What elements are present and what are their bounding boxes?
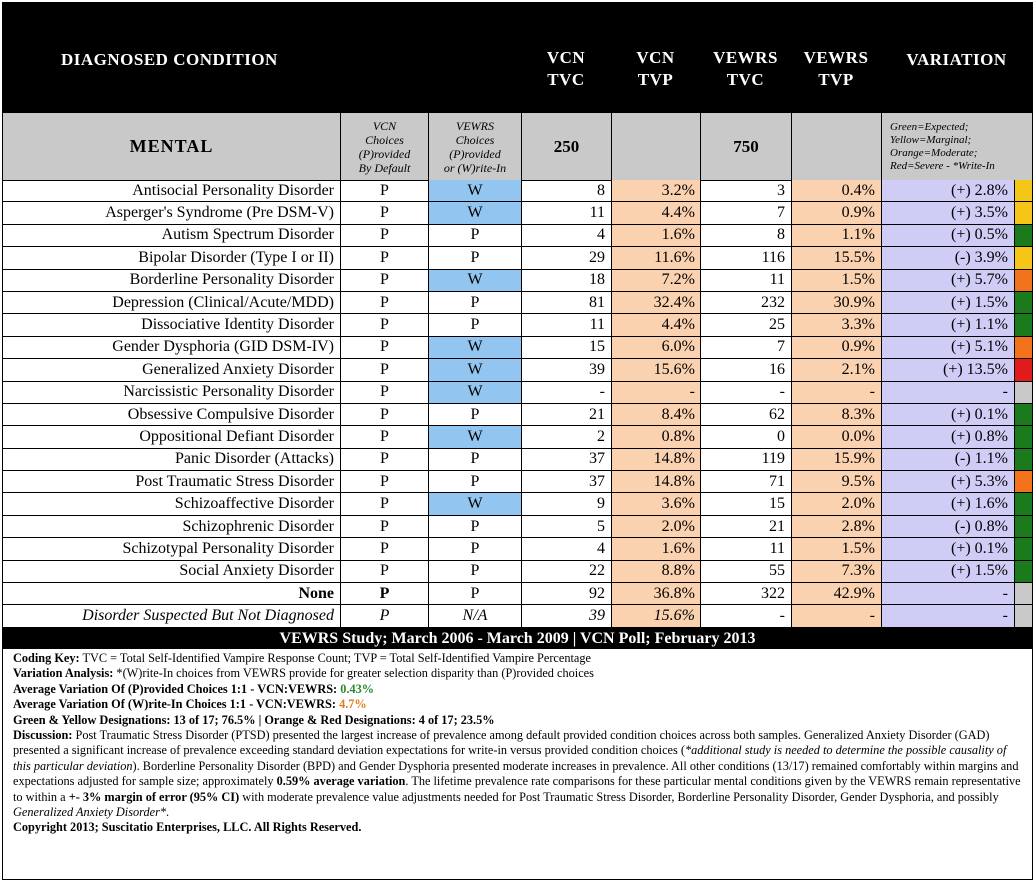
vcn-tvc: 9 (521, 493, 611, 514)
discussion: Discussion: Post Traumatic Stress Disorder (PTSD) presented the largest increase of prevalence among default provided condition choices across both samples. Generalized Anxiety Disorder (GAD) presented a significant increase of prevalence exceeding standard deviation expectations for write-in versus provided condition choices (*additional study is needed to determine the possible causality of this particular deviation). Borderline Personality Disorder (BPD) and Gender Dysphoria presented moderate increases in prevalence. All other conditions (13/17) remained comfortably within margins and expectations adjusted for sample size; approximately 0.59% average variation. The lifetime prevalence rate comparisons for these particular mental conditions given by the VEWRS remain representative to within a +- 3% margin of error (95% CI) with moderate prevalence value adjustments needed for Post Traumatic Stress Disorder, Borderline Personality Disorder, Gender Dysphoria, and possibly Generalized Anxiety Disorder*. (13, 728, 1021, 820)
vewrs-tvc: 0 (700, 426, 791, 447)
vcn-tvc: 39 (521, 359, 611, 380)
condition-name: Gender Dysphoria (GID DSM-IV) (112, 338, 334, 356)
vcn-choice: P (340, 561, 428, 582)
vcn-tvc: 11 (521, 314, 611, 335)
vcn-tvp: 7.2% (611, 270, 700, 291)
vewrs-choice: W (428, 426, 521, 447)
condition-name: Panic Disorder (Attacks) (174, 450, 334, 468)
variation-value: (+) 0.1% (881, 538, 1014, 559)
status-swatch (1014, 314, 1032, 335)
vewrs-choice: P (428, 449, 521, 470)
vcn-choice: P (340, 449, 428, 470)
notes-section (13, 651, 1025, 836)
vcn-tvp: 3.6% (611, 493, 700, 514)
vewrs-choice: W (428, 270, 521, 291)
vcn-tvc: 21 (521, 404, 611, 425)
header-vewrs-tvc: VEWRS TVC (713, 48, 778, 89)
vcn-tvc: 5 (521, 516, 611, 537)
vcn-tvp: 1.6% (611, 225, 700, 246)
vcn-tvp: 15.6% (611, 359, 700, 380)
designations: Green & Yellow Designations: 13 of 17; 76.5% | Orange & Red Designations: 4 of 17; 23.5% (13, 712, 495, 727)
condition-name: Schizoaffective Disorder (174, 495, 334, 513)
condition-name: Oppositional Defiant Disorder (139, 427, 334, 445)
vcn-tvc: 22 (521, 561, 611, 582)
vewrs-tvp: 0.9% (791, 202, 881, 223)
status-swatch (1014, 270, 1032, 291)
vewrs-tvc: 11 (700, 270, 791, 291)
status-swatch (1014, 426, 1032, 447)
vewrs-tvp: 8.3% (791, 404, 881, 425)
condition-name: None (298, 584, 334, 602)
status-swatch (1014, 561, 1032, 582)
vewrs-sample-size: 750 (700, 113, 791, 180)
vewrs-choice: W (428, 493, 521, 514)
variation-value: (+) 5.7% (881, 270, 1014, 291)
header-vcn-tvc: VCN TVC (546, 48, 586, 89)
vcn-sample-size: 250 (521, 113, 611, 180)
table-row (3, 292, 1032, 314)
vcn-choice: P (340, 270, 428, 291)
table-row (3, 180, 1032, 202)
vewrs-tvp: 30.9% (791, 292, 881, 313)
vcn-choice: P (340, 359, 428, 380)
table-row (3, 516, 1032, 538)
vcn-tvp: 1.6% (611, 538, 700, 559)
variation-value: (-) 1.1% (881, 449, 1014, 470)
vcn-tvc: 29 (521, 247, 611, 268)
table-header (3, 3, 1032, 113)
vcn-tvc: 4 (521, 225, 611, 246)
vcn-tvc: 4 (521, 538, 611, 559)
vewrs-tvc: 116 (700, 247, 791, 268)
condition-name: Obsessive Compulsive Disorder (127, 405, 334, 423)
vewrs-tvc: 25 (700, 314, 791, 335)
vewrs-tvc: 7 (700, 202, 791, 223)
vewrs-tvc: 322 (700, 583, 791, 604)
vewrs-choice: P (428, 561, 521, 582)
status-swatch (1014, 337, 1032, 358)
vewrs-tvc: 16 (700, 359, 791, 380)
empty-cell (791, 113, 881, 180)
variation-value: (+) 1.5% (881, 561, 1014, 582)
vcn-tvp: 8.4% (611, 404, 700, 425)
vcn-tvp: 3.2% (611, 180, 700, 201)
vewrs-tvp: 1.5% (791, 538, 881, 559)
vcn-tvc: 92 (521, 583, 611, 604)
vewrs-choice: W (428, 359, 521, 380)
variation-value: (+) 3.5% (881, 202, 1014, 223)
vewrs-tvc: 119 (700, 449, 791, 470)
avg-writein: Average Variation Of (W)rite-In Choices 1:1 - VCN:VEWRS: 4.7% (13, 697, 367, 712)
vewrs-choice: P (428, 538, 521, 559)
vcn-tvp: 0.8% (611, 426, 700, 447)
vewrs-tvp: - (791, 382, 881, 403)
vewrs-tvc: 8 (700, 225, 791, 246)
condition-name: Autism Spectrum Disorder (161, 226, 334, 244)
vcn-tvp: - (611, 382, 700, 403)
vcn-choice: P (340, 337, 428, 358)
vcn-choice: P (340, 180, 428, 201)
variation-value: (-) 0.8% (881, 516, 1014, 537)
vewrs-tvc: 15 (700, 493, 791, 514)
vcn-tvc: 18 (521, 270, 611, 291)
vewrs-tvp: 7.3% (791, 561, 881, 582)
condition-name: Asperger's Syndrome (Pre DSM-V) (105, 204, 334, 222)
condition-name: Depression (Clinical/Acute/MDD) (112, 293, 334, 311)
vewrs-tvc: 232 (700, 292, 791, 313)
variation-value: (+) 1.5% (881, 292, 1014, 313)
table-row (3, 493, 1032, 515)
condition-table (3, 180, 1032, 628)
vewrs-choice: W (428, 180, 521, 201)
prevalence-report (2, 2, 1033, 880)
condition-name: Schizophrenic Disorder (182, 517, 334, 535)
vewrs-choice: P (428, 292, 521, 313)
vewrs-choice: W (428, 382, 521, 403)
vcn-tvp: 8.8% (611, 561, 700, 582)
vewrs-choice: N/A (428, 605, 521, 626)
table-row (3, 561, 1032, 583)
variation-value: (-) 3.9% (881, 247, 1014, 268)
table-row (3, 337, 1032, 359)
vewrs-choice: P (428, 471, 521, 492)
vcn-tvc: 37 (521, 471, 611, 492)
vewrs-tvc: - (700, 605, 791, 626)
status-swatch (1014, 471, 1032, 492)
vcn-choice: P (340, 583, 428, 604)
vewrs-tvp: 42.9% (791, 583, 881, 604)
variation-value: (+) 5.1% (881, 337, 1014, 358)
variation-value: (+) 5.3% (881, 471, 1014, 492)
status-swatch (1014, 538, 1032, 559)
status-swatch (1014, 292, 1032, 313)
condition-name: Bipolar Disorder (Type I or II) (138, 248, 334, 266)
table-row (3, 449, 1032, 471)
variation-value: (+) 1.1% (881, 314, 1014, 335)
table-row (3, 359, 1032, 381)
condition-name: Disorder Suspected But Not Diagnosed (82, 607, 334, 625)
vewrs-tvp: - (791, 605, 881, 626)
vcn-choice: P (340, 538, 428, 559)
vcn-choice: P (340, 382, 428, 403)
vcn-tvc: 39 (521, 605, 611, 626)
vcn-choice: P (340, 516, 428, 537)
status-swatch (1014, 449, 1032, 470)
table-row (3, 270, 1032, 292)
condition-name: Antisocial Personality Disorder (132, 181, 334, 199)
variation-value: - (881, 382, 1014, 403)
header-vcn-tvp: VCN TVP (636, 48, 675, 89)
table-row (3, 605, 1032, 627)
table-row (3, 538, 1032, 560)
vcn-tvp: 36.8% (611, 583, 700, 604)
vewrs-choice: P (428, 247, 521, 268)
status-swatch (1014, 180, 1032, 201)
vewrs-tvp: 15.5% (791, 247, 881, 268)
vcn-tvp: 14.8% (611, 471, 700, 492)
table-row (3, 583, 1032, 605)
variation-value: (+) 2.8% (881, 180, 1014, 201)
vewrs-tvc: - (700, 382, 791, 403)
vewrs-tvp: 0.0% (791, 426, 881, 447)
status-swatch (1014, 359, 1032, 380)
vewrs-choice: P (428, 225, 521, 246)
vcn-tvp: 11.6% (611, 247, 700, 268)
variation-analysis: Variation Analysis: *(W)rite-In choices from VEWRS provide for greater selection disparity than (P)rovided choices (13, 666, 594, 681)
condition-name: Schizotypal Personality Disorder (122, 539, 334, 557)
vewrs-tvp: 2.8% (791, 516, 881, 537)
vewrs-tvc: 62 (700, 404, 791, 425)
condition-name: Post Traumatic Stress Disorder (135, 472, 334, 490)
status-swatch (1014, 516, 1032, 537)
vcn-tvc: 8 (521, 180, 611, 201)
variation-value: - (881, 605, 1014, 626)
color-legend: Green=Expected; Yellow=Marginal; Orange=Moderate; Red=Severe - *Write-In (881, 113, 1032, 180)
study-banner: VEWRS Study; March 2006 - March 2009 | VCN Poll; February 2013 (3, 628, 1032, 649)
vcn-choice: P (340, 471, 428, 492)
vewrs-tvp: 3.3% (791, 314, 881, 335)
table-row (3, 314, 1032, 336)
vewrs-tvc: 21 (700, 516, 791, 537)
vcn-tvc: 81 (521, 292, 611, 313)
table-row (3, 202, 1032, 224)
condition-name: Generalized Anxiety Disorder (142, 360, 334, 378)
vewrs-choices-label: VEWRS Choices (P)rovided or (W)rite-In (428, 113, 521, 180)
vewrs-tvc: 71 (700, 471, 791, 492)
status-swatch (1014, 605, 1032, 626)
table-row (3, 225, 1032, 247)
vewrs-tvc: 55 (700, 561, 791, 582)
vcn-tvp: 4.4% (611, 314, 700, 335)
status-swatch (1014, 225, 1032, 246)
vcn-tvc: 15 (521, 337, 611, 358)
vewrs-choice: P (428, 404, 521, 425)
vewrs-choice: P (428, 314, 521, 335)
vcn-choice: P (340, 404, 428, 425)
table-row (3, 247, 1032, 269)
vcn-choice: P (340, 493, 428, 514)
condition-name: Borderline Personality Disorder (129, 271, 334, 289)
vewrs-choice: P (428, 583, 521, 604)
vcn-tvp: 4.4% (611, 202, 700, 223)
status-swatch (1014, 404, 1032, 425)
vewrs-choice: W (428, 202, 521, 223)
vewrs-tvp: 1.1% (791, 225, 881, 246)
vcn-choice: P (340, 202, 428, 223)
vcn-tvc: 37 (521, 449, 611, 470)
coding-key: Coding Key: TVC = Total Self-Identified Vampire Response Count; TVP = Total Self-Identified Vampire Percentage (13, 651, 591, 665)
vcn-choice: P (340, 247, 428, 268)
variation-value: (+) 0.5% (881, 225, 1014, 246)
vcn-tvc: - (521, 382, 611, 403)
table-row (3, 426, 1032, 448)
condition-name: Dissociative Identity Disorder (141, 316, 334, 334)
vcn-choice: P (340, 314, 428, 335)
vcn-tvp: 15.6% (611, 605, 700, 626)
vewrs-tvc: 7 (700, 337, 791, 358)
vcn-tvp: 14.8% (611, 449, 700, 470)
status-swatch (1014, 583, 1032, 604)
vcn-tvp: 6.0% (611, 337, 700, 358)
vewrs-tvp: 0.4% (791, 180, 881, 201)
category-label: MENTAL (129, 136, 214, 156)
variation-value: (+) 13.5% (881, 359, 1014, 380)
vewrs-tvp: 15.9% (791, 449, 881, 470)
status-swatch (1014, 382, 1032, 403)
avg-provided: Average Variation Of (P)rovided Choices 1:1 - VCN:VEWRS: 0.43% (13, 681, 375, 696)
table-subheader (3, 113, 1032, 181)
variation-value: (+) 1.6% (881, 493, 1014, 514)
variation-value: - (881, 583, 1014, 604)
variation-value: (+) 0.8% (881, 426, 1014, 447)
vewrs-tvp: 9.5% (791, 471, 881, 492)
vcn-tvc: 11 (521, 202, 611, 223)
empty-cell (611, 113, 700, 180)
vewrs-tvp: 0.9% (791, 337, 881, 358)
table-row (3, 382, 1032, 404)
header-condition: DIAGNOSED CONDITION (61, 50, 278, 69)
condition-name: Social Anxiety Disorder (179, 562, 334, 580)
vewrs-tvc: 11 (700, 538, 791, 559)
header-vewrs-tvp: VEWRS TVP (803, 48, 869, 89)
vewrs-tvp: 2.1% (791, 359, 881, 380)
vewrs-tvp: 2.0% (791, 493, 881, 514)
vcn-choice: P (340, 426, 428, 447)
table-row (3, 471, 1032, 493)
vewrs-choice: W (428, 337, 521, 358)
vcn-choice: P (340, 225, 428, 246)
vewrs-choice: P (428, 516, 521, 537)
vcn-tvp: 32.4% (611, 292, 700, 313)
vcn-tvc: 2 (521, 426, 611, 447)
vewrs-tvc: 3 (700, 180, 791, 201)
status-swatch (1014, 493, 1032, 514)
variation-value: (+) 0.1% (881, 404, 1014, 425)
header-variation: VARIATION (906, 50, 1007, 69)
vewrs-tvp: 1.5% (791, 270, 881, 291)
vcn-tvp: 2.0% (611, 516, 700, 537)
status-swatch (1014, 247, 1032, 268)
vcn-choice: P (340, 292, 428, 313)
condition-name: Narcissistic Personality Disorder (123, 383, 334, 401)
status-swatch (1014, 202, 1032, 223)
vcn-choice: P (340, 605, 428, 626)
copyright: Copyright 2013; Suscitatio Enterprises, LLC. All Rights Reserved. (13, 820, 362, 835)
vcn-choices-label: VCN Choices (P)rovided By Default (340, 113, 428, 180)
table-row (3, 404, 1032, 426)
